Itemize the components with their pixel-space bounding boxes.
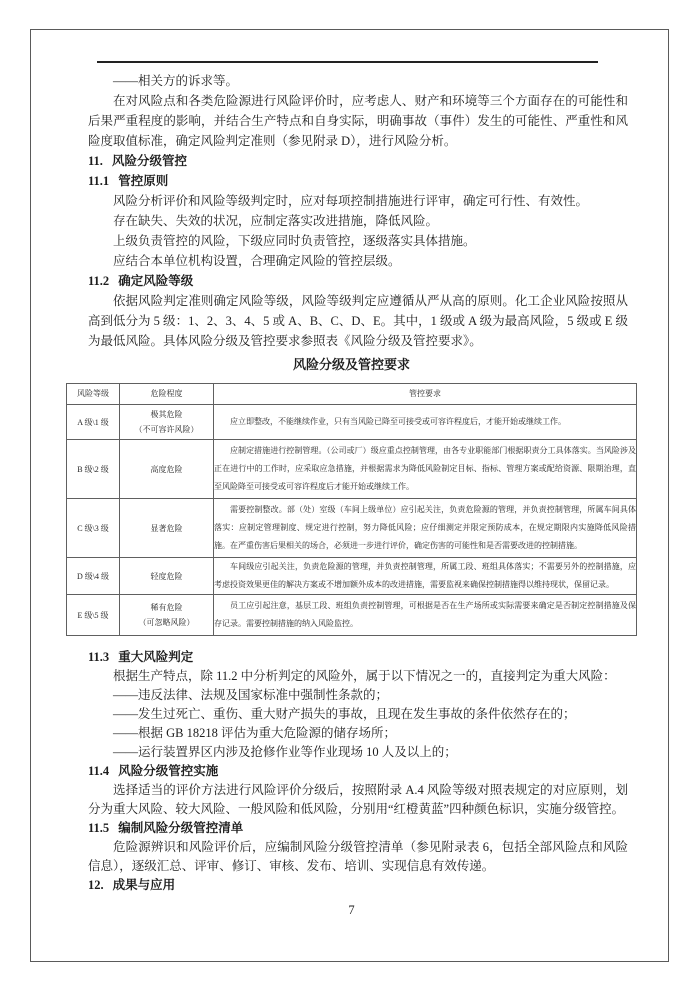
page-content [66,71,637,920]
risk-level-cell: A 级\1 级 [67,405,120,440]
risk-grading-table [66,383,637,636]
section-number: 11.3 [88,650,110,664]
risk-level-cell: D 级\4 级 [67,558,120,595]
table-title: 风险分级及管控要求 [292,357,410,372]
page-number: 7 [348,903,355,917]
body-paragraph: 存在缺失、失效的状况，应制定落实改进措施，降低风险。 [113,214,439,228]
control-requirement-cell: 应制定措施进行控制管理。（公司或厂）级应重点控制管理，由各专业职能部门根据职责分工具体落实。当风险涉及正在进行中的工作时，应采取应急措施，并根据需求为降低风险制定目标、指标、管理方案或配给资源、限期治理，直至风险降至可接受或可容许程度后才能开始或继续工作。 [214,440,637,499]
danger-degree-cell: 高度危险 [120,440,214,499]
section-heading [88,762,628,781]
danger-degree-cell: 轻度危险 [120,558,214,595]
degree-text: 稀有危险 [150,603,183,612]
danger-degree-cell [120,595,214,636]
table-row [67,595,637,636]
section-heading [88,151,628,171]
section-number: 11.4 [88,764,110,778]
section-title: 重大风险判定 [118,650,194,664]
section-number: 11. [88,154,103,168]
page-border [30,29,669,962]
table-row [67,558,637,595]
table-row [67,405,637,440]
section-title: 风险分级管控 [111,154,187,168]
section-heading [88,171,628,191]
post-table-section [66,648,637,895]
section-title: 管控原则 [118,174,169,188]
body-paragraph: 风险分析评价和风险等级判定时，应对每项控制措施进行评审，确定可行性、有效性。 [113,194,589,208]
section-number: 11.2 [88,274,110,288]
danger-degree-cell [120,405,214,440]
body-paragraph: 危险源辨识和风险评价后，应编制风险分级管控清单（参见附录表 6，包括全部风险点和风险信息），逐级汇总、评审、修订、审核、发布、培训、实现信息有效传递。 [88,840,628,873]
dash-item: ——相关方的诉求等。 [113,74,239,88]
risk-level-cell: E 级\5 级 [67,595,120,636]
table-row [67,499,637,558]
degree-text: 极其危险 [150,410,183,419]
body-paragraph: 在对风险点和各类危险源进行风险评价时，应考虑人、财产和环境等三个方面存在的可能性和后果严重程度的影响，并结合生产特点和自身实际，明确事故（事件）发生的可能性、严重性和风险度取值标准，确定风险判定准则（参见附录 D），进行风险分析。 [88,94,628,148]
dash-item: ——根据 GB 18218 评估为重大危险源的储存场所； [113,726,396,740]
section-title: 成果与应用 [112,878,176,892]
dash-item: ——违反法律、法规及国家标准中强制性条款的； [113,688,389,702]
header-rule [97,61,598,63]
section-title: 确定风险等级 [118,274,194,288]
table-row [67,440,637,499]
section-number: 12. [88,878,104,892]
body-paragraph: 上级负责管控的风险，下级应同时负责管控，逐级落实具体措施。 [113,234,476,248]
body-paragraph: 选择适当的评价方法进行风险评价分级后，按照附录 A.4 风险等级对照表规定的对应原则，划分为重大风险、较大风险、一般风险和低风险，分别用“红橙黄蓝”四种颜色标识，实施分级管控。 [88,783,628,816]
section-number: 11.1 [88,174,110,188]
body-paragraph: 依据风险判定准则确定风险等级，风险等级判定应遵循从严从高的原则。化工企业风险按照从高到低分为 5 级：1、2、3、4、5 或 A、B、C、D、E。其中，1 级或 A 级为最高风险，5 级或 E 级为最低风险。具体风险分级及管控要求参照表《风险分级及管控要求》。 [88,294,628,348]
section-title: 风险分级管控实施 [118,764,219,778]
control-requirement-cell: 应立即整改，不能继续作业，只有当风险已降至可接受或可容许程度后，才能开始或继续工作。 [214,405,637,440]
section-heading [88,819,628,838]
control-requirement-cell: 需要控制整改。部（处）室级（车间上级单位）应引起关注，负责危险源的管理，并负责控制管理，所属车间具体落实：应制定管理制度、规定进行控制，努力降低风险；应仔细测定并限定预防成本，在规定期限内实施降低风险措施。在严重伤害后果相关的场合，必须进一步进行评价，确定伤害的可能性和是否需要改进的控制措施。 [214,499,637,558]
risk-level-cell: B 级\2 级 [67,440,120,499]
section-heading [88,648,628,667]
control-requirement-cell: 车间级应引起关注，负责危险源的管理，并负责控制管理，所属工段、班组具体落实；不需要另外的控制措施，应考虑投资效果更佳的解决方案或不增加额外成本的改进措施，需要监视来确保控制措施得以维持现状，保留记录。 [214,558,637,595]
column-header-control-requirement: 管控要求 [214,384,637,405]
body-paragraph: 应结合本单位机构设置，合理确定风险的管控层级。 [113,254,401,268]
body-paragraph: 根据生产特点，除 11.2 中分析判定的风险外，属于以下情况之一的，直接判定为重大风险： [113,669,616,683]
danger-degree-cell: 显著危险 [120,499,214,558]
degree-note: （可忽略风险） [138,618,195,627]
degree-note: （不可容许风险） [134,425,199,434]
section-title: 编制风险分级管控清单 [118,821,244,835]
dash-item: ——运行装置界区内涉及抢修作业等作业现场 10 人及以上的； [113,745,457,759]
risk-level-cell: C 级\3 级 [67,499,120,558]
dash-item: ——发生过死亡、重伤、重大财产损失的事故，且现在发生事故的条件依然存在的； [113,707,576,721]
section-heading [88,876,628,895]
control-requirement-cell: 员工应引起注意，基层工段、班组负责控制管理，可根据是否在生产场所或实际需要来确定是否制定控制措施及保存记录。需要控制措施的纳入风险监控。 [214,595,637,636]
column-header-danger-degree: 危险程度 [120,384,214,405]
section-heading [88,271,628,291]
table-header-row [67,384,637,405]
column-header-risk-level: 风险等级 [67,384,120,405]
section-number: 11.5 [88,821,110,835]
